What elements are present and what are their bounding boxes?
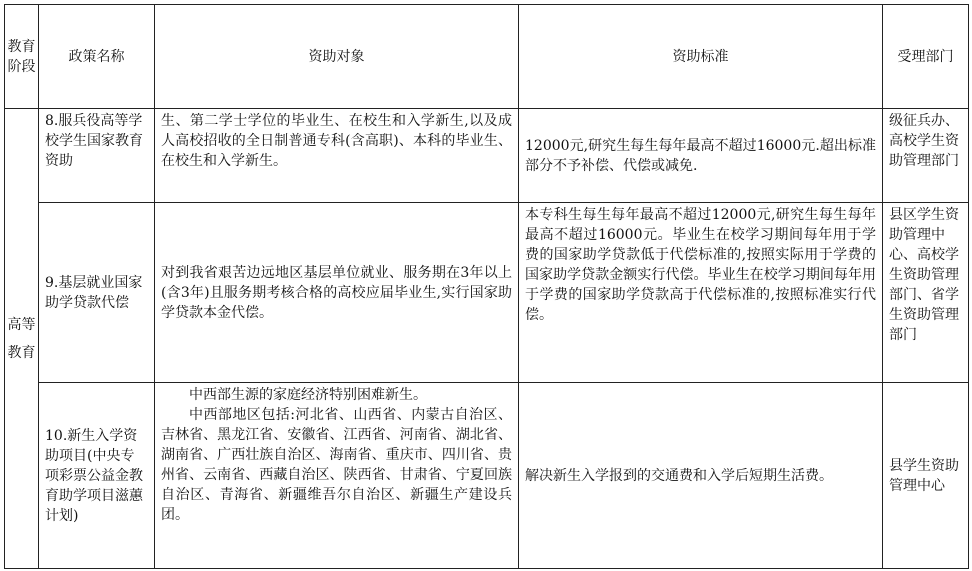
- standard-cell: 解决新生入学报到的交通费和入学后短期生活费。: [519, 383, 883, 569]
- department-cell: 县区学生资助管理中心、高校学生资助管理部门、省学生资助管理部门: [883, 203, 969, 383]
- target-cell: [155, 383, 519, 569]
- table-row: [5, 203, 969, 383]
- table-row: [5, 109, 969, 203]
- stage-cell: 高等教育: [5, 109, 39, 569]
- header-policy-name: 政策名称: [39, 5, 155, 109]
- target-paragraph: 中西部生源的家庭经济特别困难新生。: [189, 387, 427, 403]
- department-cell: 级征兵办、高校学生资助管理部门: [883, 109, 969, 203]
- standard-cell: 12000元,研究生每生每年最高不超过16000元.超出标准部分不予补偿、代偿或减免.: [519, 109, 883, 203]
- header-row: [5, 5, 969, 109]
- policy-table: [4, 4, 969, 569]
- target-cell: 生、第二学士学位的毕业生、在校生和入学新生,以及成人高校招收的全日制普通专科(含高职)、本科的毕业生、在校生和入学新生。: [155, 109, 519, 203]
- header-department: 受理部门: [883, 5, 969, 109]
- target-cell: 对到我省艰苦边远地区基层单位就业、服务期在3年以上(含3年)且服务期考核合格的高校应届毕业生,实行国家助学贷款本金代偿。: [155, 203, 519, 383]
- target-paragraph: 中西部地区包括:河北省、山西省、内蒙古自治区、吉林省、黑龙江省、安徽省、江西省、河南省、湖北省、湖南省、广西壮族自治区、海南省、重庆市、四川省、贵州省、云南省、西藏自治区、陕西省、甘肃省、宁夏回族自治区、青海省、新疆维吾尔自治区、新疆生产建设兵团。: [161, 407, 512, 523]
- policy-name-cell: 9.基层就业国家助学贷款代偿: [39, 203, 155, 383]
- department-cell: 县学生资助管理中心: [883, 383, 969, 569]
- table-row: [5, 383, 969, 569]
- standard-cell: 本专科生每生每年最高不超过12000元,研究生每生每年最高不超过16000元。毕业生在校学习期间每年用于学费的国家助学贷款低于代偿标准的,按照实际用于学费的国家助学贷款金额实行代偿。毕业生在校学习期间每年用于学费的国家助学贷款高于代偿标准的,按照标准实行代偿。: [519, 203, 883, 383]
- header-target: 资助对象: [155, 5, 519, 109]
- policy-name-cell: 8.服兵役高等学校学生国家教育资助: [39, 109, 155, 203]
- policy-name-cell: 10.新生入学资助项目(中央专项彩票公益金教育助学项目滋蕙计划): [39, 383, 155, 569]
- header-standard: 资助标准: [519, 5, 883, 109]
- header-stage: 教育阶段: [5, 5, 39, 109]
